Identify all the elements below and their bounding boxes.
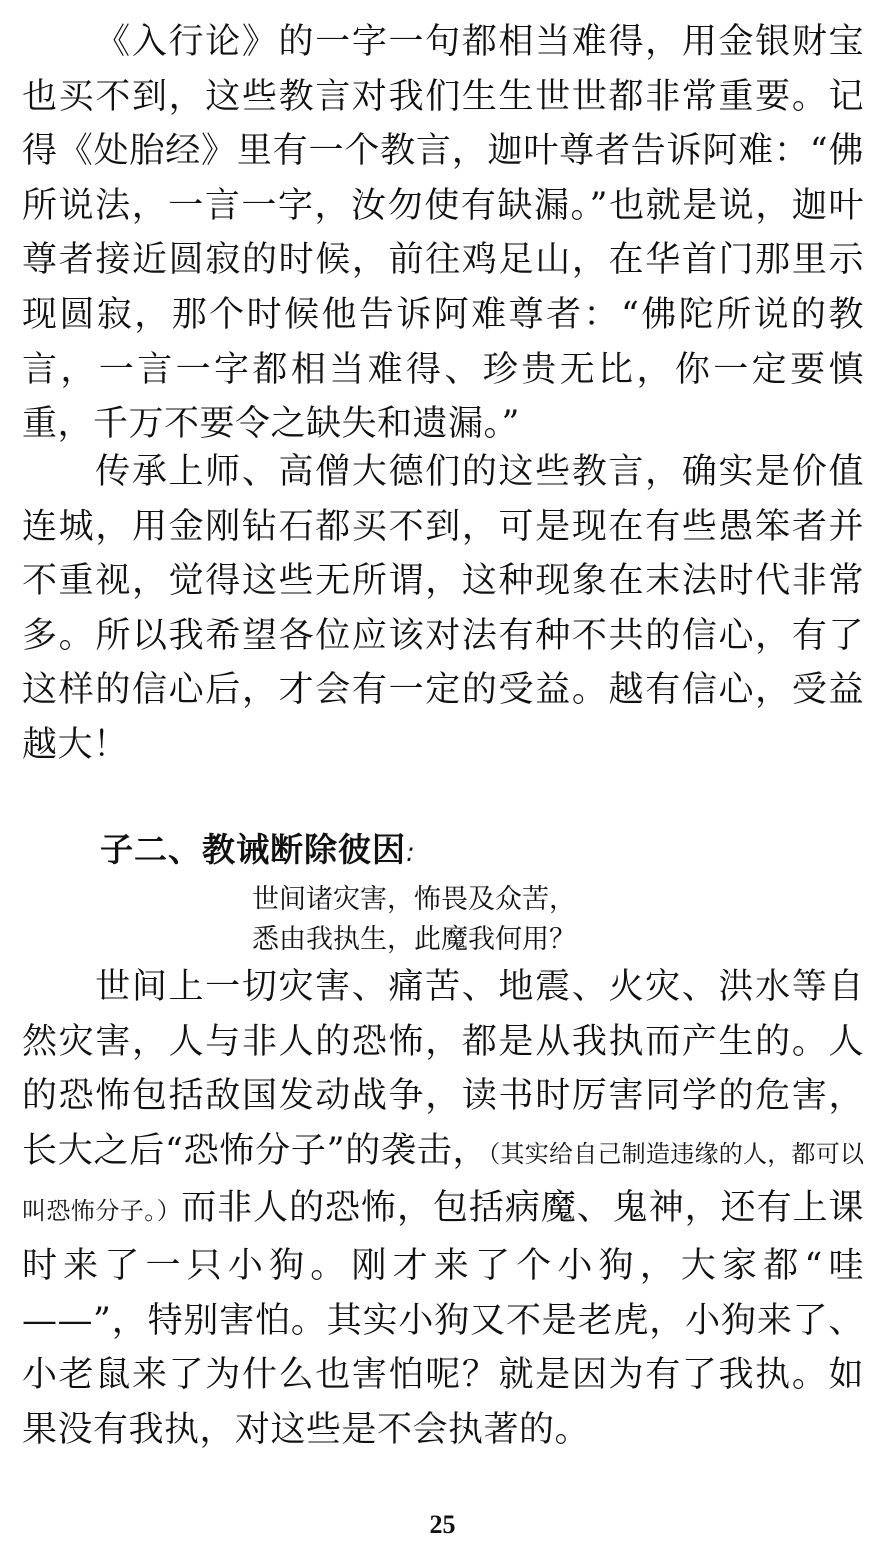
section-heading-text: 子二、教诫断除彼因 — [100, 830, 406, 869]
page-number: 25 — [429, 1510, 456, 1539]
paragraph-1-text: 《入行论》的一字一句都相当难得，用金银财宝也买不到，这些教言对我们生生世世都非常重要。记得《处胎经》里有一个教言，迦叶尊者告诉阿难：“佛所说法，一言一字，汝勿使有缺漏。”也就是说，迦叶尊者接近圆寂的时候，前往鸡足山，在华首门那里示现圆寂，那个时候他告诉阿难尊者：“佛陀所说的教言，一言一字都相当难得、珍贵无比，你一定要慎重，千万不要令之缺失和遗漏。” — [22, 22, 864, 445]
paragraph-1 — [22, 15, 864, 452]
paragraph-3 — [22, 960, 864, 1457]
verse-line-1: 世间诸灾害，怖畏及众苦， — [252, 884, 576, 915]
section-heading — [100, 830, 416, 873]
section-heading-colon: : — [406, 838, 416, 868]
verse-line-2: 悉由我执生，此魔我何用？ — [252, 924, 576, 955]
paragraph-3-text-b: 而非人的恐怖，包括病魔、鬼神，还有上课时来了一只小狗。刚才来了个小狗，大家都“哇——”，特别害怕。其实小狗又不是老虎，小狗来了、小老鼠来了为什么也害怕呢？就是因为有了我执。如果没有我执，对这些是不会执著的。 — [22, 1188, 864, 1450]
parenthetical-note: （其实给自己制造违缘的人，都可以叫恐怖分子。） — [22, 1139, 864, 1226]
paragraph-2-text: 传承上师、高僧大德们的这些教言，确实是价值连城，用金刚钻石都买不到，可是现在有些愚笨者并不重视，觉得这些无所谓，这种现象在末法时代非常多。所以我希望各位应该对法有种不共的信心，有了这样的信心后，才会有一定的受益。越有信心，受益越大！ — [22, 452, 864, 765]
paragraph-3-text-a: 世间上一切灾害、痛苦、地震、火灾、洪水等自然灾害，人与非人的恐怖，都是从我执而产生的。人的恐怖包括敌国发动战争，读书时厉害同学的危害，长大之后“恐怖分子”的袭击， — [22, 967, 864, 1171]
paragraph-2 — [22, 445, 864, 773]
